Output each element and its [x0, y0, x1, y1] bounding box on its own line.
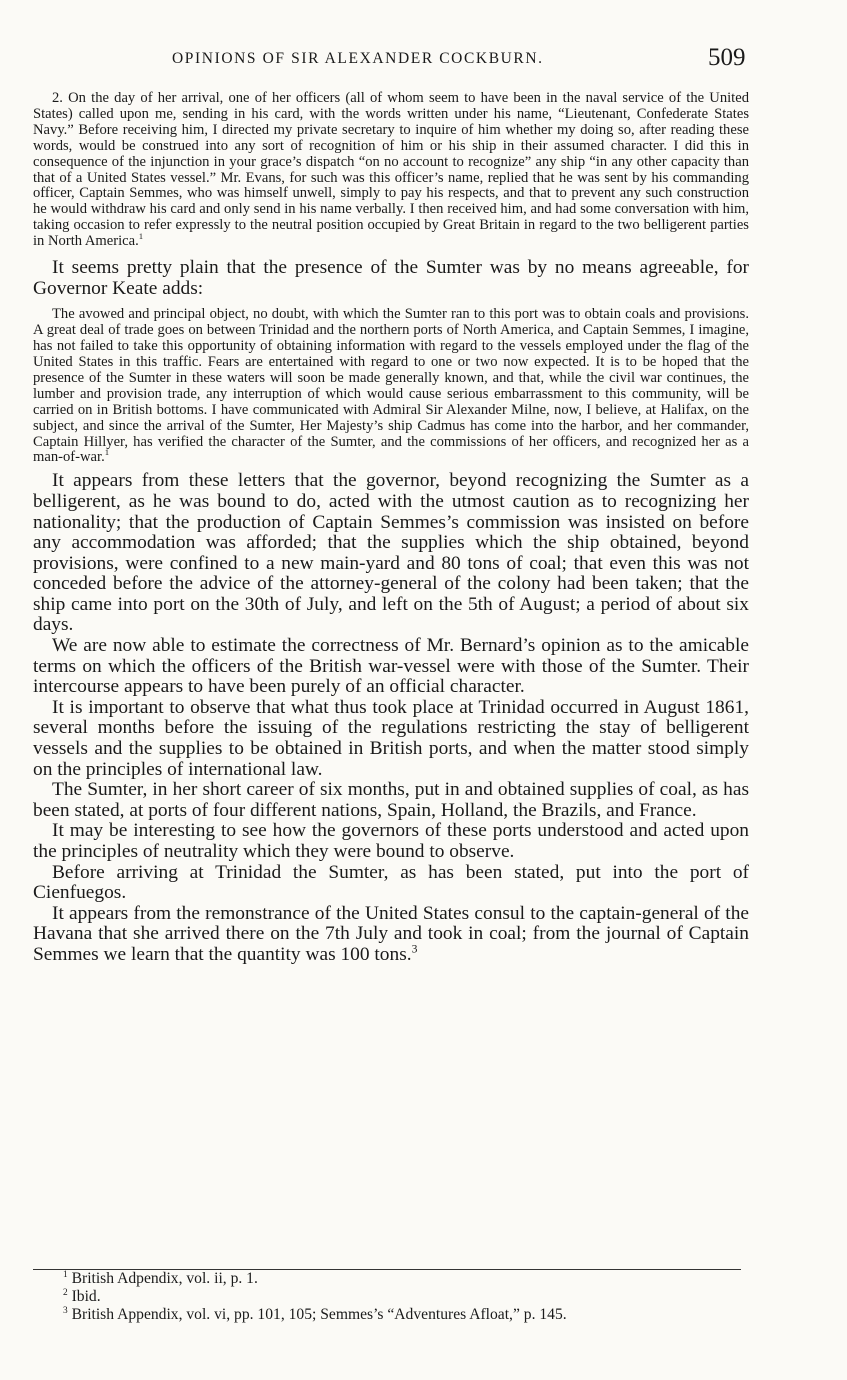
footnote: $^3$ British Appendix, vol. vi, pp. 101, 105; Semmes’s “Adventures Afloat,” p. 145. [63, 1306, 567, 1324]
footnote-ref: 1 [104, 447, 110, 458]
footnote-ref: 3 [411, 942, 418, 956]
extract-paragraph: 2. On the day of her arrival, one of her officers (all of whom seem to have been in the naval service of the United States) called upon me, sending in his card, with the words written under his name, “Lieutenant, Confederate States Navy.” Before receiving him, I directed my private secretary to inquire of him whether my doing so, after reading these words, would be construed into any sort of recognition of him or his ship in their assumed character. I did this in consequence of the injunction in your grace’s dispatch “on no account to recognize” any ship “in any other capacity than that of a United States vessel.” Mr. Evans, for such was this officer’s name, replied that he was sent by his commanding officer, Captain Semmes, who was himself unwell, simply to pay his respects, and that to prevent any such construction he would withdraw his card and only send in his name verbally. I then received him, and had some conversation with him, taking occasion to refer expressly to the neutral position occupied by Great Britain in regard to the two belligerent parties in North America.$^1$ [33, 90, 749, 250]
body-paragraph: Before arriving at Trinidad the Sumter, as has been stated, put into the port of Cienfuegos. [33, 861, 749, 904]
page-number: 509 [708, 44, 746, 71]
body-paragraph: It is important to observe that what thus took place at Trinidad occurred in August 1861, several months before the issuing of the regulations restricting the stay of belligerent vessels and the supplies to be obtained in British ports, and when the matter stood simply on the principles of international law. [33, 696, 749, 780]
running-head: OPINIONS OF SIR ALEXANDER COCKBURN. [172, 50, 544, 67]
body-paragraph: It appears from these letters that the governor, beyond recognizing the Sumter as a belligerent, as he was bound to do, acted with the utmost caution as to recognizing her nationality; that the production of Captain Semmes’s commission was insisted on before any accommodation was afforded; that the supplies which the ship obtained, beyond provisions, were confined to a new main-yard and 80 tons of coal; that even this was not conceded before the advice of the attorney-general of the colony had been taken; that the ship came into port on the 30th of July, and left on the 5th of August; a period of about six days. [33, 470, 749, 636]
body-paragraph: It seems pretty plain that the presence of the Sumter was by no means agreeable, for Governor Keate adds: [33, 257, 749, 299]
footnote: $^2$ Ibid. [63, 1288, 101, 1306]
footnote-ref: 1 [138, 231, 144, 242]
extract-paragraph: The avowed and principal object, no doubt, with which the Sumter ran to this port was to obtain coals and provisions. A great deal of trade goes on between Trinidad and the northern ports of North America, and Captain Semmes, I imagine, has not failed to take this opportunity of obtaining information with regard to the vessels employed under the flag of the United States in this traffic. Fears are entertained with regard to one or two now expected. It is to be hoped that the presence of the Sumter in these waters will soon be made generally known, and that, while the civil war continues, the lumber and provision trade, any interruption of which would cause serious embarrassment to this community, will be carried on in British bottoms. I have communicated with Admiral Sir Alexander Milne, now, I believe, at Halifax, on the subject, and since the arrival of the Sumter, Her Majesty’s ship Cadmus has come into the harbor, and her commander, Captain Hillyer, has verified the character of the Sumter, and the commissions of her officers, and recognized her as a man-of-war.$^1$ [33, 306, 749, 466]
footnotes [33, 1269, 741, 1325]
body-paragraph: We are now able to estimate the correctness of Mr. Bernard’s opinion as to the amicable terms on which the officers of the British war-vessel were with those of the Sumter. Their intercourse appears to have been purely of an official character. [33, 635, 749, 698]
footnote: $^1$ British Adpendix, vol. ii, p. 1. [63, 1269, 258, 1287]
page-body [33, 91, 749, 966]
body-paragraph: It appears from the remonstrance of the United States consul to the captain-general of the Havana that she arrived there on the 7th July and took in coal; from the journal of Captain Semmes we learn that the quantity was 100 tons.$^3$ [33, 902, 749, 965]
page-header [0, 44, 847, 76]
body-paragraph: It may be interesting to see how the governors of these ports understood and acted upon the principles of neutrality which they were bound to observe. [33, 820, 749, 862]
footnote-mark: 2 [63, 1288, 68, 1299]
footnote-mark: 3 [63, 1306, 68, 1317]
footnote-mark: 1 [63, 1269, 68, 1280]
body-paragraph: The Sumter, in her short career of six months, put in and obtained supplies of coal, as has been stated, at ports of four different nations, Spain, Holland, the Brazils, and France. [33, 779, 749, 821]
